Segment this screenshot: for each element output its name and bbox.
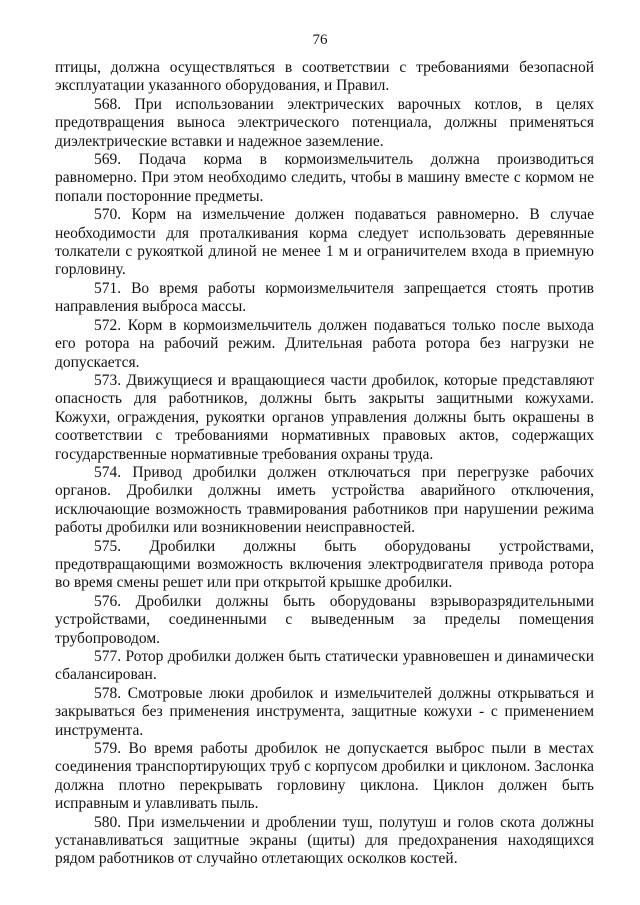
paragraph-578: 578. Смотровые люки дробилок и измельчителей должны открываться и закрываться без применения инструмента, защитные кожухи - с применением инструмента. <box>55 684 594 739</box>
paragraph-568: 568. При использовании электрических варочных котлов, в целях предотвращения выноса электрического потенциала, должны применяться диэлектрические вставки и надежное заземление. <box>55 95 594 150</box>
paragraph-569: 569. Подача корма в кормоизмельчитель должна производиться равномерно. При этом необходимо следить, чтобы в машину вместе с кормом не попали посторонние предметы. <box>55 151 594 205</box>
paragraph-571: 571. Во время работы кормоизмельчителя запрещается стоять против направления выброса массы. <box>55 279 594 316</box>
paragraph-580: 580. При измельчении и дроблении туш, полутуш и голов скота должны устанавливаться защитные экраны (щиты) для предохранения находящихся рядом работников от случайно отлетающих осколков костей. <box>55 813 594 868</box>
paragraph-573: 573. Движущиеся и вращающиеся части дробилок, которые представляют опасность для работников, должны быть закрыты защитными кожухами. Кожухи, ограждения, рукоятки органов управления должны быть окрашены в соответствии с требованиями нормативных правовых актов, содержащих государственные нормативные требования охраны труда. <box>55 371 594 463</box>
document-body <box>55 59 594 869</box>
paragraph-570: 570. Корм на измельчение должен подаваться равномерно. В случае необходимости для проталкивания корма следует использовать деревянные толкатели с рукояткой длиной не менее 1 м и ограничителем входа в приемную горловину. <box>55 206 594 279</box>
paragraph-577: 577. Ротор дробилки должен быть статически уравновешен и динамически сбалансирован. <box>55 648 594 684</box>
page-number: 76 <box>312 32 328 48</box>
paragraph-576: 576. Дробилки должны быть оборудованы взрыворазрядительными устройствами, соединенными с выведенным за пределы помещения трубопроводом. <box>55 592 594 647</box>
paragraph-continued: птицы, должна осуществляться в соответствии с требованиями безопасной эксплуатации указанного оборудования, и Правил. <box>55 59 594 95</box>
paragraph-575: 575. Дробилки должны быть оборудованы устройствами, предотвращающими возможность включения электродвигателя привода ротора во время смены решет или при открытой крышке дробилки. <box>55 537 594 592</box>
paragraph-579: 579. Во время работы дробилок не допускается выброс пыли в местах соединения транспортирующих труб с корпусом дробилки и циклоном. Заслонка должна плотно перекрывать горловину циклона. Циклон должен быть исправным и улавливать пыль. <box>55 740 594 813</box>
paragraph-572: 572. Корм в кормоизмельчитель должен подаваться только после выхода его ротора на рабочий режим. Длительная работа ротора без нагрузки не допускается. <box>55 316 594 371</box>
paragraph-574: 574. Привод дробилки должен отключаться при перегрузке рабочих органов. Дробилки должны иметь устройства аварийного отключения, исключающие возможность травмирования работников при нарушении режима работы дробилки или возникновении неисправностей. <box>55 463 594 537</box>
